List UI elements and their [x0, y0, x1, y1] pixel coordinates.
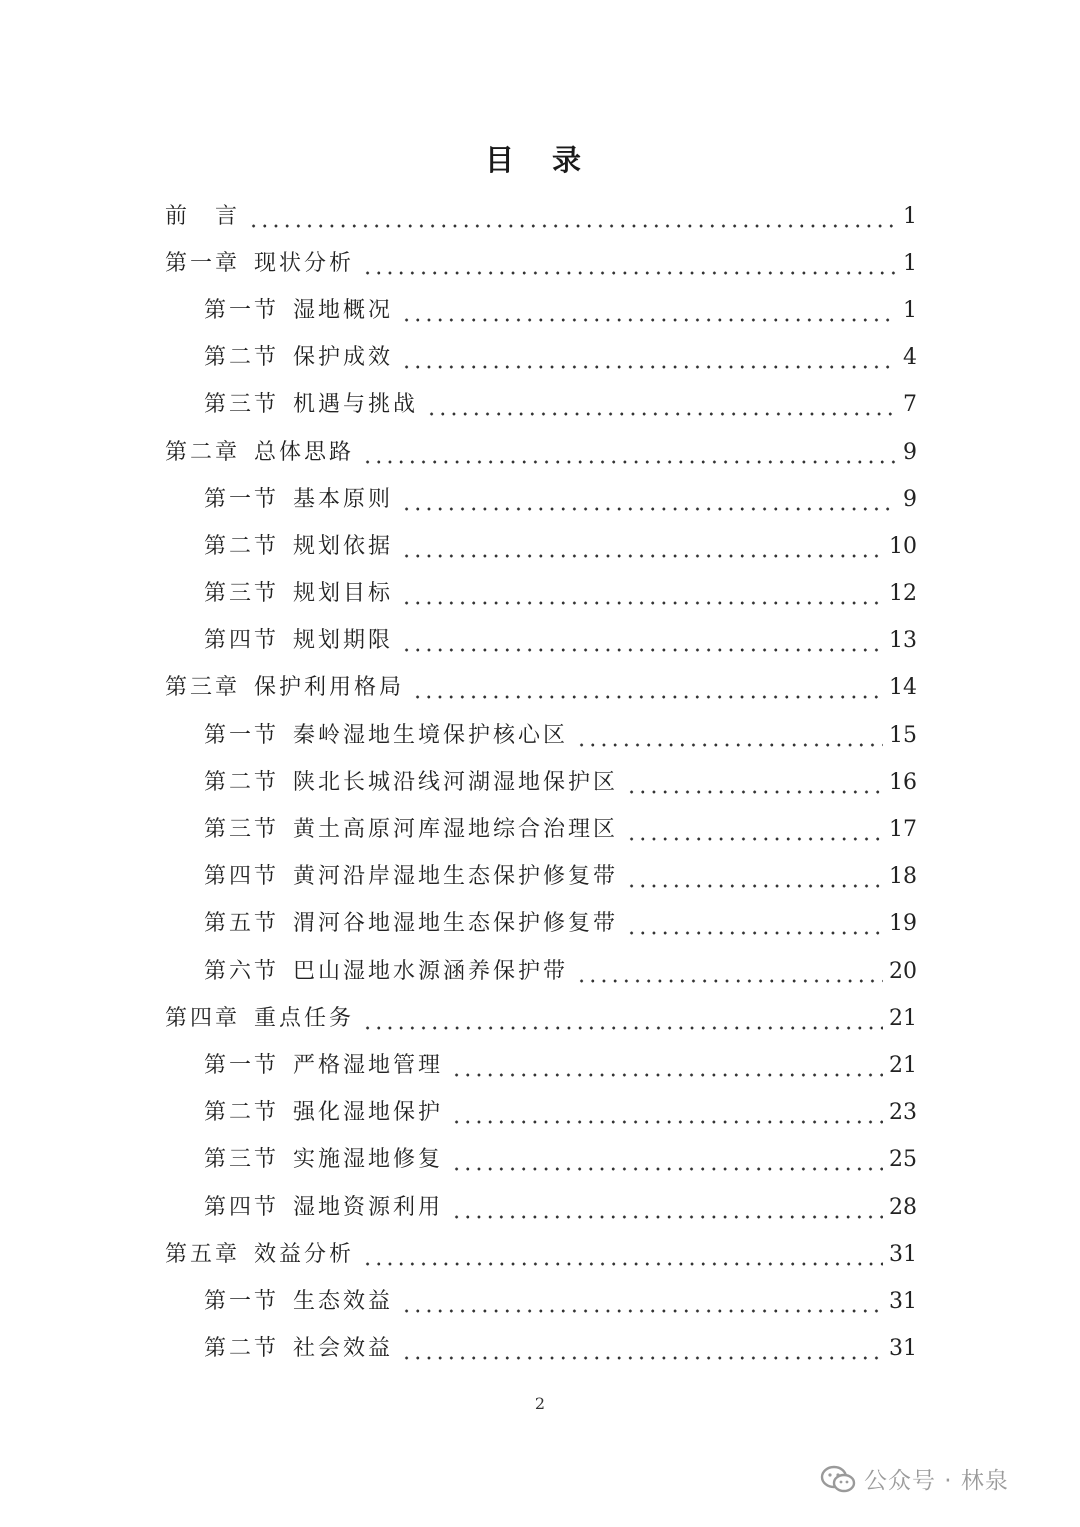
toc-entry-number: 第一章	[165, 250, 241, 276]
toc-page-number: 1	[903, 250, 917, 276]
toc-leader-dots	[401, 630, 883, 652]
toc-section-row	[165, 1184, 917, 1231]
toc-title: 目 录	[484, 143, 596, 177]
toc-entry-text: 黄河沿岸湿地生态保护修复带	[293, 864, 619, 890]
toc-page-number: 1	[903, 203, 917, 229]
toc-entry-number: 第三章	[165, 675, 241, 701]
toc-entry-number: 第二节	[204, 533, 280, 559]
toc-entry-text: 生态效益	[293, 1288, 394, 1314]
toc-entry-label	[204, 583, 393, 605]
toc-entry-number: 第一节	[204, 486, 280, 512]
toc-section-row	[165, 476, 917, 523]
toc-entry-number: 第二章	[165, 439, 241, 465]
toc-entry-number: 第三节	[204, 392, 280, 418]
toc-entry-text: 前 言	[165, 203, 241, 229]
toc-entry-label	[204, 819, 618, 841]
wechat-icon	[820, 1465, 856, 1493]
toc-section-row	[165, 712, 917, 759]
toc-leader-dots	[412, 677, 883, 699]
toc-entry-number: 第二节	[204, 1336, 280, 1362]
toc-leader-dots	[401, 347, 897, 369]
toc-page-number: 31	[889, 1241, 917, 1267]
toc-entry-number: 第四章	[165, 1005, 241, 1031]
toc-entry-text: 机遇与挑战	[293, 392, 419, 418]
toc-chapter-row	[165, 429, 917, 476]
toc-entry-text: 保护成效	[293, 345, 394, 371]
toc-entry-number: 第四节	[204, 628, 280, 654]
toc-section-row	[165, 523, 917, 570]
toc-entry-label	[165, 203, 241, 229]
toc-leader-dots	[451, 1055, 883, 1077]
toc-entry-label	[204, 1149, 443, 1171]
watermark-text: 公众号 · 林泉	[864, 1468, 1009, 1494]
toc-leader-dots	[426, 394, 897, 416]
toc-entry-text: 规划期限	[293, 628, 394, 654]
toc-section-row	[165, 618, 917, 665]
toc-entry-text: 实施湿地修复	[293, 1147, 444, 1173]
toc-page-number: 31	[889, 1288, 917, 1314]
toc-section-row	[165, 948, 917, 995]
toc-entry-label	[204, 769, 619, 795]
toc-entry-number: 第二节	[204, 769, 280, 795]
toc-leader-dots	[401, 583, 883, 605]
toc-page-number: 31	[889, 1336, 917, 1362]
toc-leader-dots	[401, 536, 883, 558]
table-of-contents	[165, 193, 917, 1373]
toc-page-number: 9	[903, 439, 917, 465]
toc-page-number: 21	[889, 1052, 917, 1078]
toc-page-number: 7	[903, 392, 917, 418]
toc-entry-label	[204, 1288, 394, 1314]
toc-entry-number: 第三节	[204, 581, 280, 607]
toc-section-row	[165, 335, 917, 382]
toc-leader-dots	[451, 1149, 883, 1171]
toc-entry-label	[204, 958, 569, 984]
toc-leader-dots	[626, 866, 883, 888]
toc-entry-label	[204, 1338, 393, 1360]
toc-leader-dots	[401, 1338, 883, 1360]
toc-page-number: 10	[889, 533, 917, 559]
toc-entry-text: 效益分析	[254, 1241, 355, 1267]
toc-entry-text: 社会效益	[293, 1336, 394, 1362]
toc-entry-text: 规划目标	[293, 581, 394, 607]
toc-entry-text: 重点任务	[254, 1005, 355, 1031]
toc-entry-number: 第四节	[204, 864, 280, 890]
toc-entry-number: 第一节	[204, 297, 280, 323]
toc-entry-label	[204, 394, 418, 416]
toc-page-number: 9	[903, 486, 917, 512]
toc-entry-text: 湿地资源利用	[293, 1194, 444, 1220]
toc-entry-label	[204, 347, 393, 369]
toc-section-row	[165, 1326, 917, 1373]
toc-entry-text: 现状分析	[254, 250, 355, 276]
toc-section-row	[165, 382, 917, 429]
toc-entry-label	[165, 439, 355, 465]
toc-entry-number: 第六节	[204, 958, 280, 984]
toc-leader-dots	[626, 819, 883, 841]
toc-entry-label	[165, 677, 404, 699]
toc-entry-text: 强化湿地保护	[293, 1100, 444, 1126]
toc-section-row	[165, 759, 917, 806]
toc-entry-text: 规划依据	[293, 533, 394, 559]
toc-section-row	[165, 1042, 917, 1089]
toc-chapter-row	[165, 240, 917, 287]
toc-leader-dots	[626, 772, 883, 794]
toc-entry-number: 第三节	[204, 817, 280, 843]
toc-entry-text: 严格湿地管理	[293, 1052, 444, 1078]
toc-entry-text: 黄土高原河库湿地综合治理区	[293, 817, 619, 843]
toc-entry-number: 第五章	[165, 1241, 241, 1267]
toc-page-number: 15	[889, 722, 917, 748]
toc-section-row	[165, 806, 917, 853]
toc-page-number: 17	[889, 817, 917, 843]
toc-entry-number: 第一节	[204, 722, 280, 748]
toc-entry-text: 湿地概况	[293, 297, 394, 323]
toc-leader-dots	[362, 442, 897, 464]
toc-entry-label	[204, 533, 394, 559]
toc-page-number: 20	[889, 958, 917, 984]
toc-entry-text: 秦岭湿地生境保护核心区	[293, 722, 569, 748]
toc-entry-label	[204, 913, 618, 935]
watermark	[820, 1462, 1009, 1495]
toc-entry-text: 基本原则	[293, 486, 394, 512]
toc-entry-text: 巴山湿地水源涵养保护带	[293, 958, 569, 984]
toc-page-number: 14	[889, 675, 917, 701]
toc-page-number: 18	[889, 864, 917, 890]
toc-section-row	[165, 1137, 917, 1184]
toc-leader-dots	[401, 489, 897, 511]
toc-section-row	[165, 1278, 917, 1325]
toc-leader-dots	[626, 913, 883, 935]
toc-section-row	[165, 901, 917, 948]
toc-chapter-row	[165, 995, 917, 1042]
toc-chapter-row	[165, 193, 917, 240]
toc-leader-dots	[576, 961, 883, 983]
toc-section-row	[165, 854, 917, 901]
toc-entry-text: 保护利用格局	[254, 675, 405, 701]
toc-entry-label	[204, 630, 393, 652]
toc-page-number: 16	[889, 769, 917, 795]
toc-entry-label	[204, 1194, 444, 1220]
toc-page-number: 28	[889, 1194, 917, 1220]
toc-leader-dots	[451, 1102, 883, 1124]
toc-entry-text: 总体思路	[254, 439, 355, 465]
toc-chapter-row	[165, 1231, 917, 1278]
page-number: 2	[534, 1394, 546, 1413]
toc-entry-text: 陕北长城沿线河湖湿地保护区	[293, 769, 619, 795]
toc-page-number: 4	[903, 345, 917, 371]
toc-leader-dots	[362, 253, 897, 275]
toc-leader-dots	[362, 1008, 883, 1030]
toc-page-number: 21	[889, 1005, 917, 1031]
toc-leader-dots	[451, 1197, 883, 1219]
toc-leader-dots	[362, 1244, 883, 1266]
toc-entry-label	[204, 297, 394, 323]
toc-page-number: 23	[889, 1100, 917, 1126]
toc-page-number: 12	[889, 581, 917, 607]
toc-leader-dots	[248, 206, 897, 228]
toc-leader-dots	[401, 1291, 883, 1313]
toc-page-number: 19	[889, 911, 917, 937]
toc-leader-dots	[401, 300, 897, 322]
toc-entry-label	[165, 1241, 355, 1267]
toc-page-number: 25	[889, 1147, 917, 1173]
toc-entry-label	[204, 866, 618, 888]
toc-entry-label	[165, 250, 355, 276]
toc-section-row	[165, 1090, 917, 1137]
toc-entry-number: 第二节	[204, 1100, 280, 1126]
toc-entry-number: 第一节	[204, 1288, 280, 1314]
toc-entry-number: 第三节	[204, 1147, 280, 1173]
toc-chapter-row	[165, 665, 917, 712]
toc-page-number: 1	[903, 297, 917, 323]
toc-entry-number: 第五节	[204, 911, 280, 937]
toc-entry-label	[204, 722, 569, 748]
toc-page-number: 13	[889, 628, 917, 654]
toc-entry-label	[204, 1052, 444, 1078]
toc-entry-number: 第二节	[204, 345, 280, 371]
toc-entry-label	[204, 1102, 443, 1124]
toc-section-row	[165, 287, 917, 334]
toc-entry-label	[204, 486, 394, 512]
toc-entry-number: 第一节	[204, 1052, 280, 1078]
toc-entry-number: 第四节	[204, 1194, 280, 1220]
toc-section-row	[165, 571, 917, 618]
toc-leader-dots	[576, 725, 883, 747]
toc-entry-label	[165, 1005, 355, 1031]
toc-entry-text: 渭河谷地湿地生态保护修复带	[293, 911, 619, 937]
